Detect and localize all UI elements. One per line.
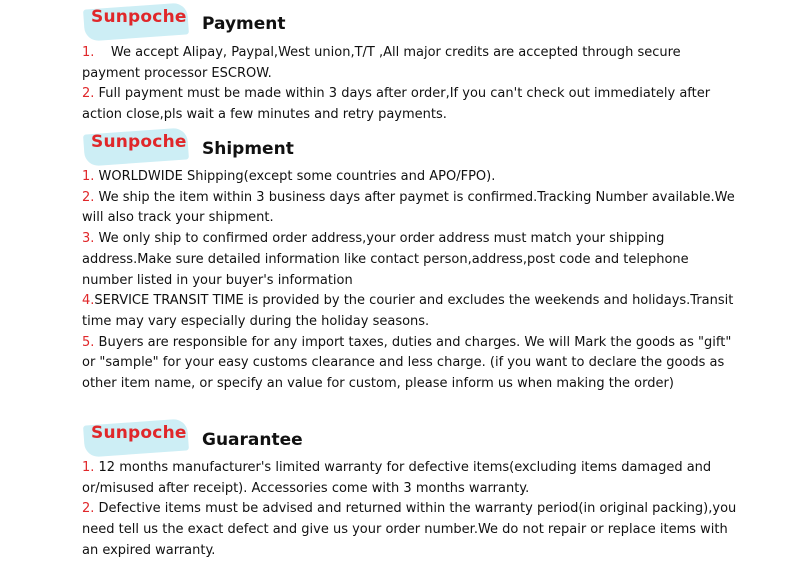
- brand-logo-text: Sunpoche: [91, 423, 187, 443]
- list-item: 4.SERVICE TRANSIT TIME is provided by the courier and excludes the weekends and holidays.Transit time may vary especially during the holiday seasons.: [82, 293, 734, 329]
- payment-section: [0, 4, 795, 123]
- shipment-header: [0, 129, 795, 169]
- section-title-shipment: Shipment: [202, 139, 294, 159]
- list-item: 2. Full payment must be made within 3 days after order,If you can't check out immediately after action close,pls wait a few minutes and retry payments.: [82, 86, 711, 123]
- guarantee-section: [0, 420, 795, 558]
- list-item: 1. 12 months manufacturer's limited warranty for defective items(excluding items damaged and or/misused after receipt). Accessories come with 3 months warranty.: [82, 460, 712, 496]
- brand-logo-text: Sunpoche: [91, 132, 187, 152]
- payment-items: [82, 43, 742, 126]
- section-title-payment: Payment: [202, 14, 286, 34]
- shipment-section: [0, 129, 795, 392]
- brand-logo-text: Sunpoche: [91, 7, 187, 27]
- list-item: 1. WORLDWIDE Shipping(except some countries and APO/FPO).: [82, 169, 496, 184]
- list-item: 2. We ship the item within 3 business days after paymet is confirmed.Tracking Number available.We will also track your shipment.: [82, 189, 735, 226]
- guarantee-items: [82, 458, 742, 562]
- list-item: 3. We only ship to confirmed order address,your order address must match your shipping address.Make sure detailed information like contact person,address,post code and telephone number listed in your buyer's information: [82, 231, 689, 288]
- guarantee-header: [0, 420, 795, 460]
- section-title-guarantee: Guarantee: [202, 430, 303, 450]
- list-item: 1. We accept Alipay, Paypal,West union,T/T ,All major credits are accepted through secure payment processor ESCROW.: [82, 45, 685, 81]
- shipment-items: [82, 167, 742, 395]
- list-item: 5. Buyers are responsible for any import taxes, duties and charges. We will Mark the goods as "gift" or "sample" for your easy customs clearance and less charge. (if you want to declare the goods as other item name, or specify an value for custom, please inform us when making the order): [82, 334, 732, 392]
- list-item: 2. Defective items must be advised and returned within the warranty period(in original packing),you need tell us the exact defect and give us your order number.We do not repair or replace items with an expired warranty.: [82, 501, 737, 558]
- payment-header: [0, 4, 795, 44]
